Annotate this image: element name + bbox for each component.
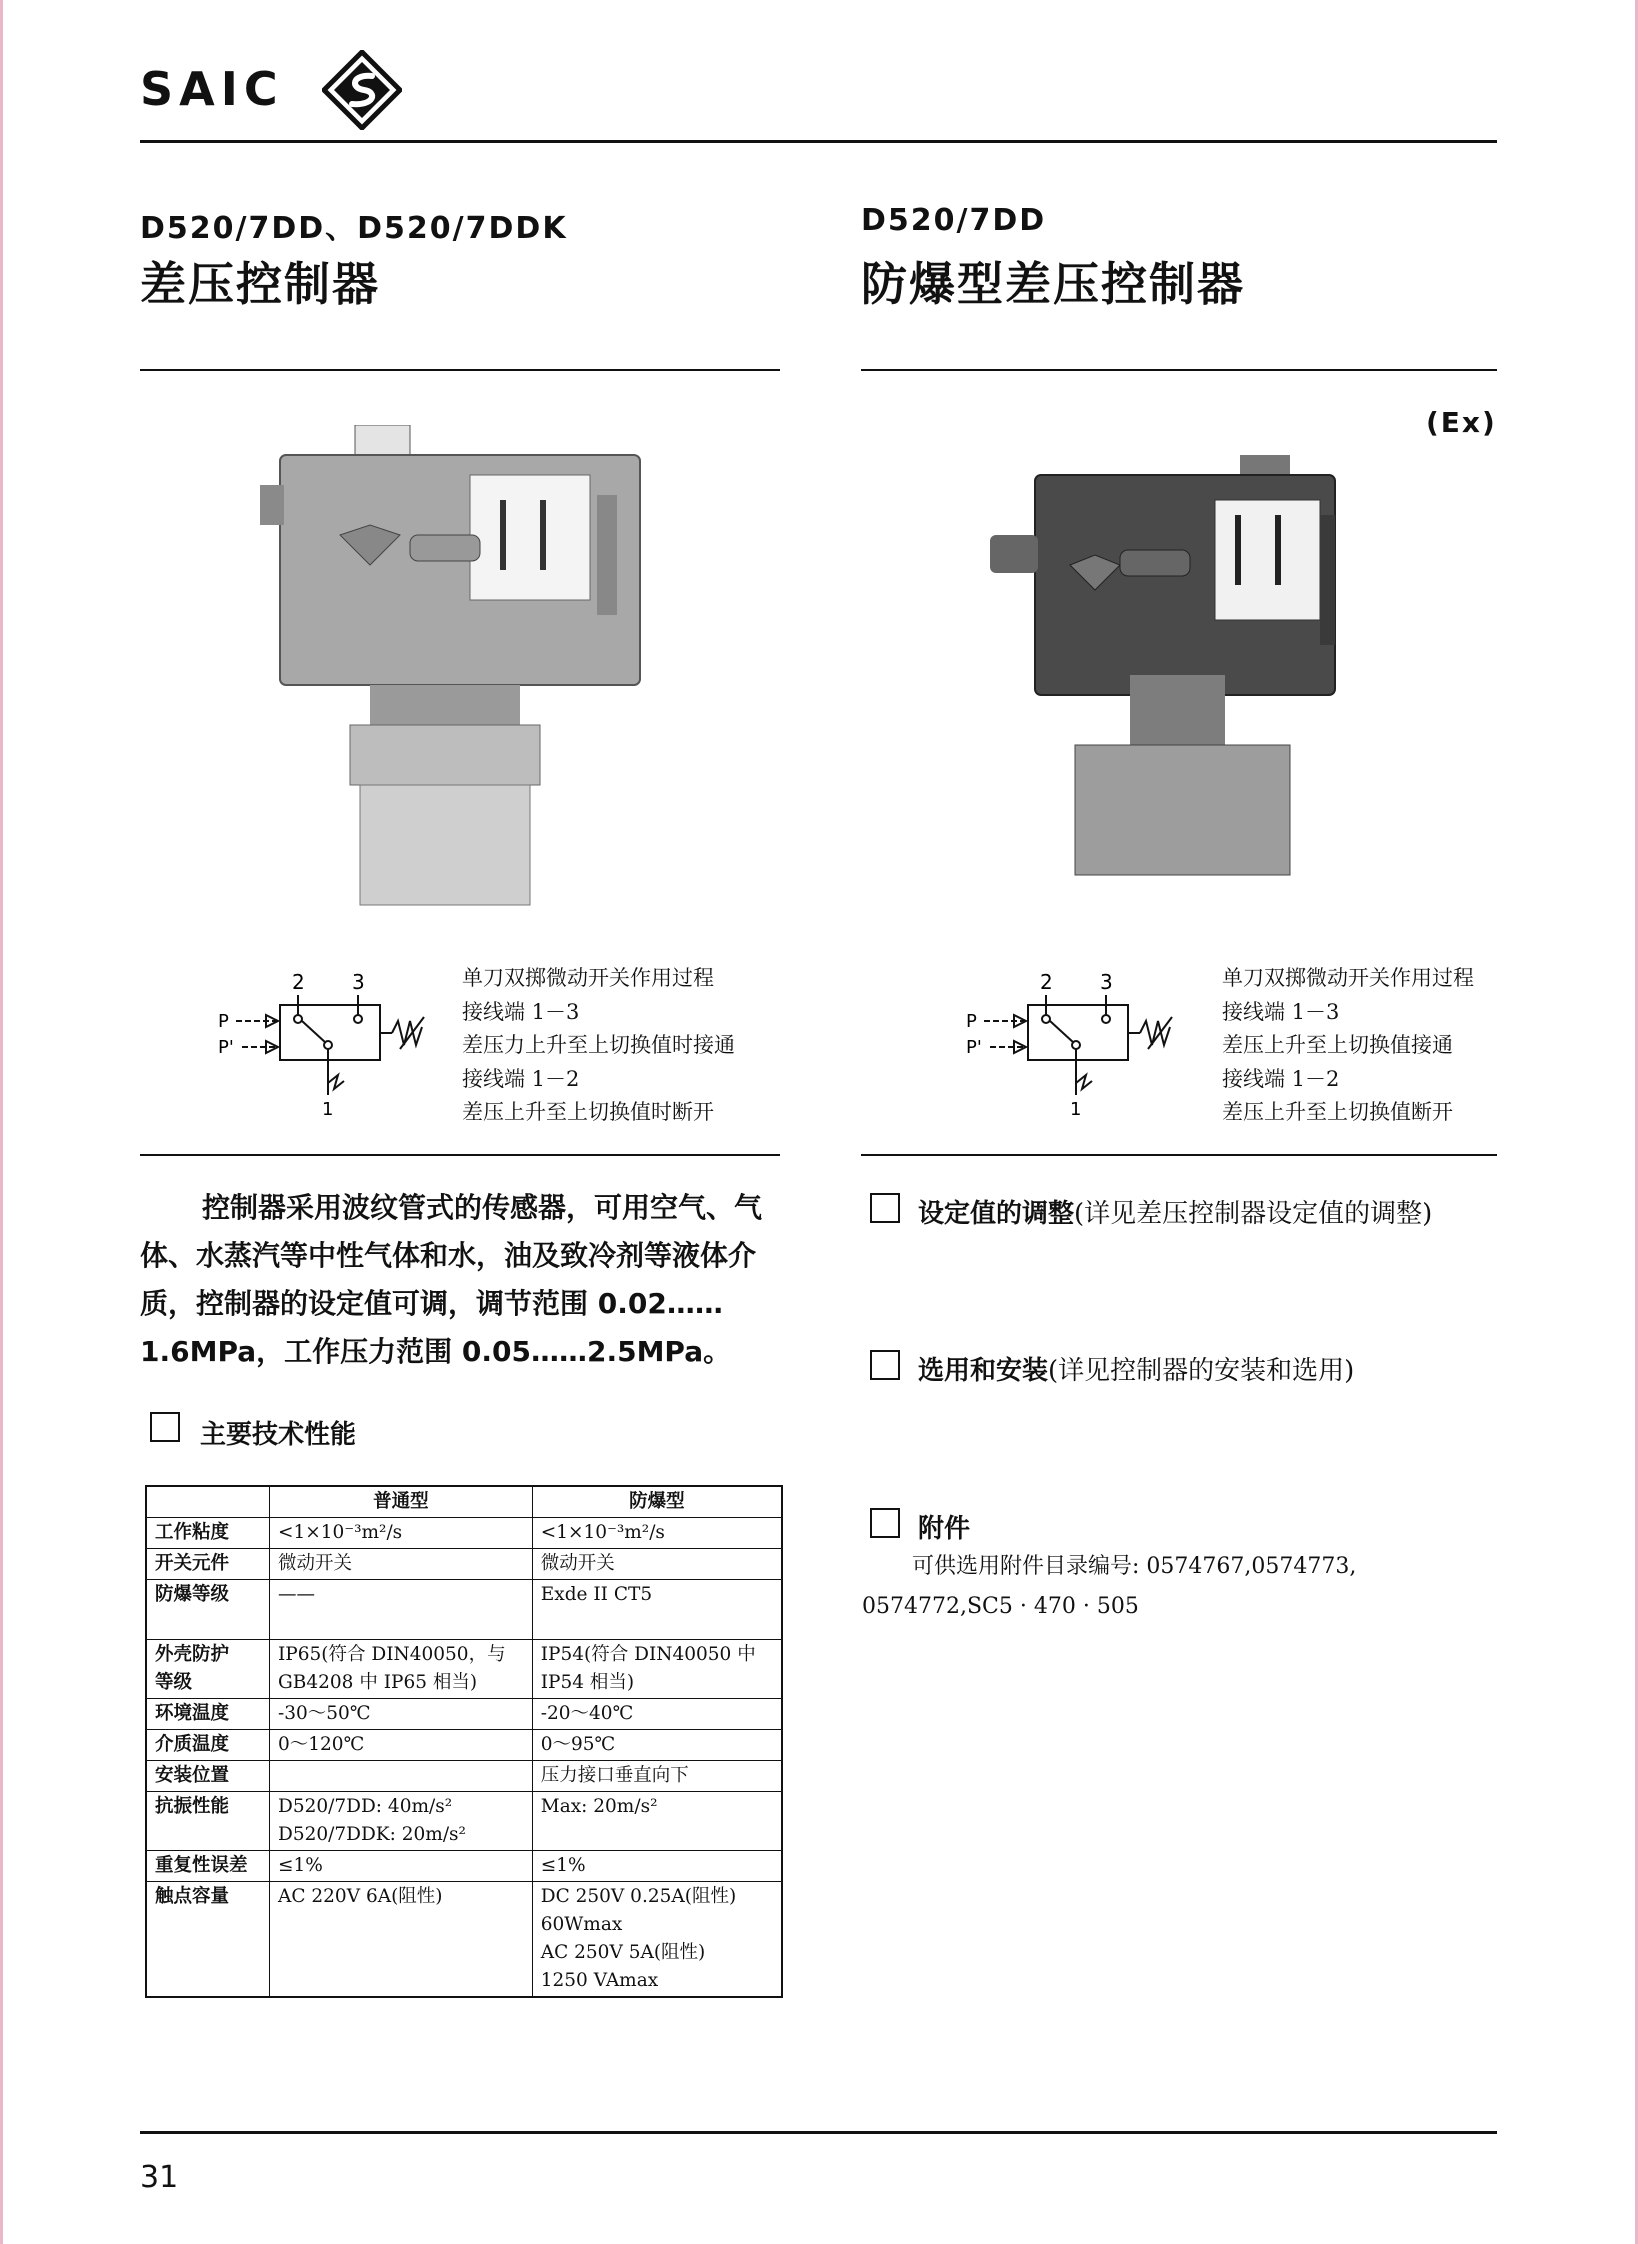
ex-value: Max: 20m/s² [532,1792,782,1851]
caption-line: 差压上升至上切换值时断开 [462,1100,714,1124]
row-label: 工作粘度 [146,1518,270,1549]
row-label: 环境温度 [146,1699,270,1730]
right-diagram-caption [1222,962,1474,1130]
description-paragraph: 控制器采用波纹管式的传感器，可用空气、气体、水蒸汽等中性气体和水，油及致冷剂等液体介质，控制器的设定值可调，调节范围 0.02……1.6MPa，工作压力范围 0.05……2.5MPa。 [140,1191,763,1368]
row-label: 重复性误差 [146,1851,270,1882]
caption-line: 接线端 1－2 [462,1066,580,1091]
setpoint-checkbox [870,1193,900,1223]
header-normal: 普通型 [270,1486,533,1518]
accessories-heading: 附件 [918,1514,971,1544]
terminal-3-label: 3 [1100,970,1113,994]
ex-value: 压力接口垂直向下 [532,1761,782,1792]
setpoint-heading [918,1193,1432,1230]
setpoint-note: (详见差压控制器设定值的调整) [1074,1199,1433,1229]
header-blank [146,1486,270,1518]
row-label: 安装位置 [146,1761,270,1792]
caption-line: 接线端 1－3 [1222,999,1340,1024]
left-model: D520/7DD、D520/7DDK [140,211,568,246]
spec-table [145,1485,783,1998]
normal-value: 微动开关 [270,1549,533,1580]
ex-value: <1×10⁻³m²/s [532,1518,782,1549]
install-checkbox [870,1350,900,1380]
p-prime-label: P' [218,1037,234,1058]
row-label: 开关元件 [146,1549,270,1580]
p-prime-label: P' [966,1037,982,1058]
normal-value: —— [270,1580,533,1640]
ex-value: Exde II CT5 [532,1580,782,1640]
table-row [146,1761,782,1792]
normal-value [270,1761,533,1792]
normal-value: IP65(符合 DIN40050，与 GB4208 中 IP65 相当) [270,1640,533,1699]
normal-value: 0～120℃ [270,1730,533,1761]
table-row [146,1580,782,1640]
table-row [146,1640,782,1699]
footer-rule [140,2131,1497,2134]
left-title: 差压控制器 [140,257,380,311]
table-row [146,1518,782,1549]
setpoint-title: 设定值的调整 [918,1199,1075,1229]
header-ex: 防爆型 [532,1486,782,1518]
table-header-row [146,1486,782,1518]
ex-value: DC 250V 0.25A(阻性) 60Wmax AC 250V 5A(阻性) 1250 VAmax [532,1882,782,1998]
caption-line: 差压力上升至上切换值时接通 [462,1033,735,1057]
right-title: 防爆型差压控制器 [861,257,1245,311]
p-label: P [966,1011,977,1032]
ex-value: 0～95℃ [532,1730,782,1761]
right-model: D520/7DD [861,203,1047,238]
terminal-2-label: 2 [1040,970,1053,994]
terminal-1-label: 1 [1070,1099,1082,1120]
ex-value: IP54(符合 DIN40050 中 IP54 相当) [532,1640,782,1699]
accessories-line-1: 可供选用附件目录编号: 0574767,0574773, [912,1554,1357,1579]
accessories-line-2: 0574772,SC5 · 470 · 505 [862,1594,1139,1619]
ex-value: ≤1% [532,1851,782,1882]
normal-value: D520/7DD: 40m/s² D520/7DDK: 20m/s² [270,1792,533,1851]
header-rule [140,140,1497,143]
table-row [146,1882,782,1998]
row-label: 外壳防护 等级 [146,1640,270,1699]
page-number: 31 [140,2160,179,2195]
spec-section-checkbox [150,1412,180,1442]
left-diagram-caption [462,962,735,1130]
product-photo-explosion-proof [990,455,1350,880]
row-label: 防爆等级 [146,1580,270,1640]
p-label: P [218,1011,229,1032]
caption-line: 单刀双掷微动开关作用过程 [1222,966,1474,990]
caption-line: 接线端 1－3 [462,999,580,1024]
brand-wordmark: SAIC [140,62,284,116]
left-diagram-rule [140,1154,780,1156]
row-label: 介质温度 [146,1730,270,1761]
terminal-1-label: 1 [322,1099,334,1120]
caption-line: 差压上升至上切换值接通 [1222,1033,1453,1057]
right-title-rule [861,369,1497,371]
normal-value: -30～50℃ [270,1699,533,1730]
page-edge-left [0,0,3,2244]
caption-line: 单刀双掷微动开关作用过程 [462,966,714,990]
saic-logo-icon [322,50,402,130]
install-note: (详见控制器的安装和选用) [1048,1356,1355,1386]
spec-section-heading: 主要技术性能 [200,1420,357,1450]
table-row [146,1792,782,1851]
ex-value: -20～40℃ [532,1699,782,1730]
caption-line: 接线端 1－2 [1222,1066,1340,1091]
table-row [146,1699,782,1730]
right-diagram-rule [861,1154,1497,1156]
table-row [146,1549,782,1580]
accessories-checkbox [870,1508,900,1538]
row-label: 抗振性能 [146,1792,270,1851]
switch-diagram-right [958,965,1178,1120]
install-title: 选用和安装 [918,1356,1049,1386]
table-row [146,1851,782,1882]
normal-value: ≤1% [270,1851,533,1882]
row-label: 触点容量 [146,1882,270,1998]
normal-value: AC 220V 6A(阻性) [270,1882,533,1998]
install-heading [918,1350,1354,1387]
product-photo-standard [260,425,660,910]
ex-value: 微动开关 [532,1549,782,1580]
table-row [146,1730,782,1761]
ex-badge: (Ex) [1426,406,1497,439]
caption-line: 差压上升至上切换值断开 [1222,1100,1453,1124]
left-title-rule [140,369,780,371]
terminal-3-label: 3 [352,970,365,994]
terminal-2-label: 2 [292,970,305,994]
normal-value: <1×10⁻³m²/s [270,1518,533,1549]
switch-diagram-left [210,965,430,1120]
